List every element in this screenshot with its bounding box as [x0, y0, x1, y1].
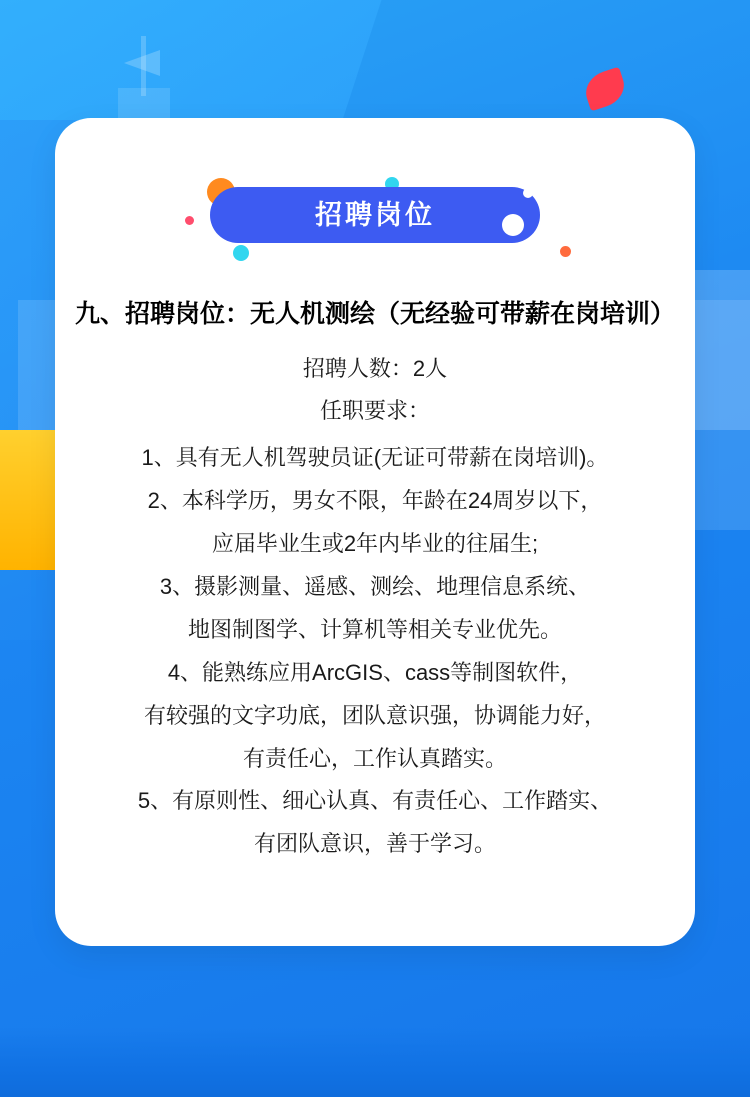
bottom-gradient-band [0, 1027, 750, 1097]
requirements-label: 任职要求： [319, 398, 430, 424]
list-item: 4、能熟练应用ArcGIS、cass等制图软件， [167, 659, 583, 685]
red-ribbon-shape [581, 67, 630, 112]
page-title: 九、招聘岗位：无人机测绘（无经验可带薪在岗培训） [74, 300, 675, 328]
headcount-line: 招聘人数：2人 [302, 355, 448, 381]
title-banner [55, 170, 695, 280]
banner-title-text: 招聘岗位 [315, 200, 435, 230]
list-item: 3、摄影测量、遥感、测绘、地理信息系统、 [159, 573, 591, 599]
list-item: 5、有原则性、细心认真、有责任心、工作踏实、 [137, 788, 613, 814]
decorative-dot-cyan-lower [233, 245, 249, 261]
content-card [55, 118, 695, 946]
job-content [55, 296, 695, 866]
list-item: 应届毕业生或2年内毕业的往届生; [211, 531, 539, 557]
list-item: 1、具有无人机驾驶员证(无证可带薪在岗培训)。 [141, 445, 609, 471]
list-item: 有较强的文字功底，团队意识强，协调能力好， [143, 702, 606, 728]
decorative-dot-pink [185, 216, 194, 225]
list-item: 有责任心，工作认真踏实。 [242, 745, 507, 771]
list-item: 2、本科学历，男女不限，年龄在24周岁以下， [147, 488, 603, 514]
requirements-list [71, 437, 679, 866]
list-item: 地图制图学、计算机等相关专业优先。 [187, 616, 562, 642]
list-item: 有团队意识，善于学习。 [253, 831, 496, 857]
decorative-dot-orange-right [560, 246, 571, 257]
